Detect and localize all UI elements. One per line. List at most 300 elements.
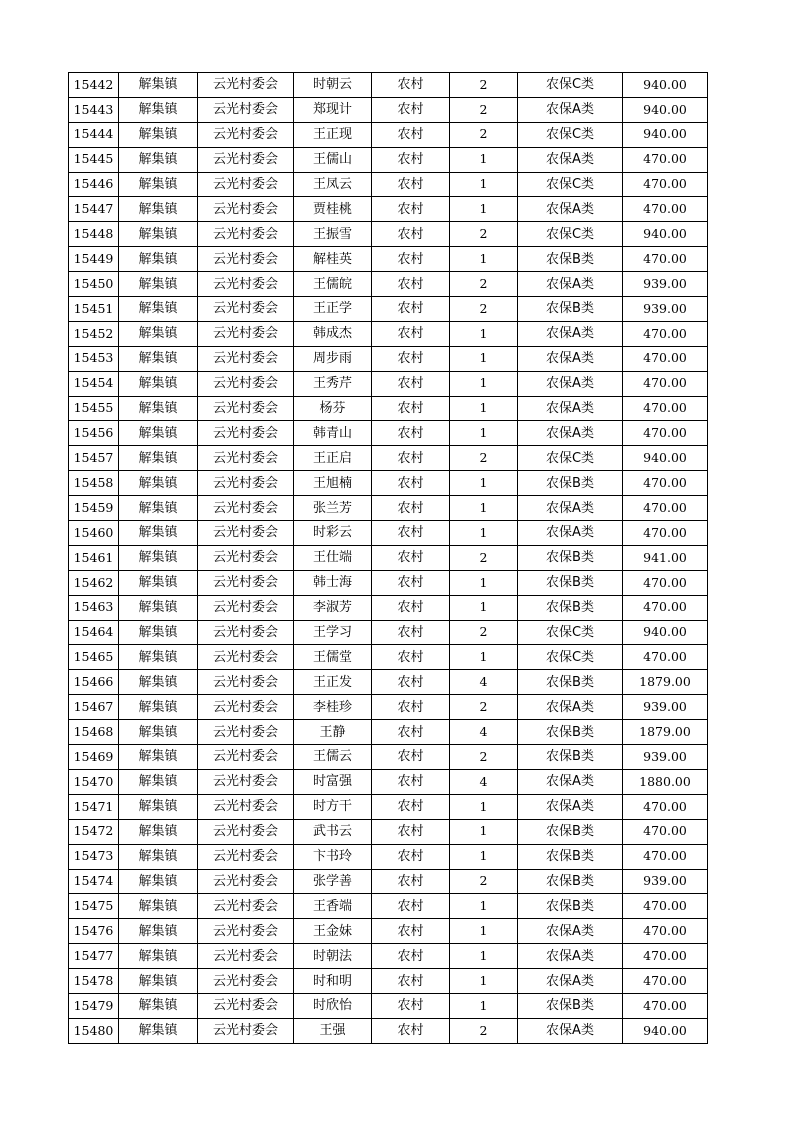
cell-town: 解集镇 bbox=[119, 869, 198, 894]
cell-town: 解集镇 bbox=[119, 471, 198, 496]
cell-village: 云光村委会 bbox=[198, 371, 294, 396]
cell-id: 15450 bbox=[69, 272, 119, 297]
cell-village: 云光村委会 bbox=[198, 496, 294, 521]
cell-id: 15445 bbox=[69, 147, 119, 172]
cell-count: 2 bbox=[450, 222, 518, 247]
cell-town: 解集镇 bbox=[119, 819, 198, 844]
cell-category: 农保A类 bbox=[518, 97, 623, 122]
cell-id: 15459 bbox=[69, 496, 119, 521]
cell-count: 2 bbox=[450, 545, 518, 570]
cell-type: 农村 bbox=[372, 545, 450, 570]
cell-type: 农村 bbox=[372, 645, 450, 670]
table-row bbox=[69, 720, 708, 745]
cell-category: 农保A类 bbox=[518, 695, 623, 720]
cell-id: 15444 bbox=[69, 122, 119, 147]
cell-type: 农村 bbox=[372, 321, 450, 346]
cell-id: 15472 bbox=[69, 819, 119, 844]
cell-town: 解集镇 bbox=[119, 919, 198, 944]
cell-village: 云光村委会 bbox=[198, 595, 294, 620]
cell-type: 农村 bbox=[372, 521, 450, 546]
cell-id: 15480 bbox=[69, 1018, 119, 1043]
cell-type: 农村 bbox=[372, 172, 450, 197]
cell-type: 农村 bbox=[372, 122, 450, 147]
cell-id: 15462 bbox=[69, 570, 119, 595]
cell-amount: 940.00 bbox=[623, 222, 708, 247]
cell-category: 农保A类 bbox=[518, 969, 623, 994]
cell-village: 云光村委会 bbox=[198, 272, 294, 297]
cell-id: 15468 bbox=[69, 720, 119, 745]
cell-town: 解集镇 bbox=[119, 720, 198, 745]
table-row bbox=[69, 321, 708, 346]
cell-amount: 939.00 bbox=[623, 297, 708, 322]
cell-count: 1 bbox=[450, 346, 518, 371]
cell-type: 农村 bbox=[372, 969, 450, 994]
cell-type: 农村 bbox=[372, 720, 450, 745]
table-row bbox=[69, 471, 708, 496]
table-row bbox=[69, 919, 708, 944]
cell-id: 15461 bbox=[69, 545, 119, 570]
cell-type: 农村 bbox=[372, 794, 450, 819]
table-row bbox=[69, 993, 708, 1018]
cell-name: 王儒山 bbox=[294, 147, 372, 172]
cell-amount: 470.00 bbox=[623, 321, 708, 346]
cell-type: 农村 bbox=[372, 471, 450, 496]
cell-category: 农保B类 bbox=[518, 595, 623, 620]
cell-category: 农保C类 bbox=[518, 222, 623, 247]
cell-town: 解集镇 bbox=[119, 446, 198, 471]
table-row bbox=[69, 222, 708, 247]
cell-category: 农保A类 bbox=[518, 346, 623, 371]
cell-category: 农保B类 bbox=[518, 471, 623, 496]
cell-town: 解集镇 bbox=[119, 944, 198, 969]
cell-type: 农村 bbox=[372, 446, 450, 471]
cell-village: 云光村委会 bbox=[198, 894, 294, 919]
cell-type: 农村 bbox=[372, 222, 450, 247]
table-row bbox=[69, 944, 708, 969]
cell-id: 15464 bbox=[69, 620, 119, 645]
cell-amount: 470.00 bbox=[623, 521, 708, 546]
cell-village: 云光村委会 bbox=[198, 471, 294, 496]
table-row bbox=[69, 346, 708, 371]
cell-id: 15478 bbox=[69, 969, 119, 994]
cell-type: 农村 bbox=[372, 97, 450, 122]
cell-amount: 470.00 bbox=[623, 570, 708, 595]
cell-count: 1 bbox=[450, 147, 518, 172]
table-row bbox=[69, 172, 708, 197]
cell-name: 时彩云 bbox=[294, 521, 372, 546]
cell-town: 解集镇 bbox=[119, 620, 198, 645]
cell-type: 农村 bbox=[372, 421, 450, 446]
table-row bbox=[69, 620, 708, 645]
cell-name: 李桂珍 bbox=[294, 695, 372, 720]
table-row bbox=[69, 371, 708, 396]
cell-type: 农村 bbox=[372, 197, 450, 222]
cell-village: 云光村委会 bbox=[198, 122, 294, 147]
cell-name: 王旭楠 bbox=[294, 471, 372, 496]
cell-village: 云光村委会 bbox=[198, 1018, 294, 1043]
cell-village: 云光村委会 bbox=[198, 346, 294, 371]
cell-count: 1 bbox=[450, 421, 518, 446]
cell-count: 1 bbox=[450, 197, 518, 222]
cell-id: 15454 bbox=[69, 371, 119, 396]
cell-category: 农保A类 bbox=[518, 1018, 623, 1043]
cell-amount: 940.00 bbox=[623, 1018, 708, 1043]
cell-id: 15474 bbox=[69, 869, 119, 894]
cell-count: 1 bbox=[450, 969, 518, 994]
cell-amount: 470.00 bbox=[623, 247, 708, 272]
cell-amount: 470.00 bbox=[623, 371, 708, 396]
cell-amount: 1879.00 bbox=[623, 670, 708, 695]
cell-town: 解集镇 bbox=[119, 993, 198, 1018]
cell-count: 2 bbox=[450, 97, 518, 122]
cell-type: 农村 bbox=[372, 745, 450, 770]
cell-amount: 470.00 bbox=[623, 844, 708, 869]
cell-count: 1 bbox=[450, 496, 518, 521]
cell-type: 农村 bbox=[372, 570, 450, 595]
cell-count: 1 bbox=[450, 944, 518, 969]
table-row bbox=[69, 122, 708, 147]
cell-village: 云光村委会 bbox=[198, 844, 294, 869]
cell-village: 云光村委会 bbox=[198, 720, 294, 745]
cell-id: 15471 bbox=[69, 794, 119, 819]
cell-type: 农村 bbox=[372, 769, 450, 794]
cell-town: 解集镇 bbox=[119, 969, 198, 994]
cell-town: 解集镇 bbox=[119, 769, 198, 794]
cell-name: 王儒云 bbox=[294, 745, 372, 770]
table-row bbox=[69, 894, 708, 919]
cell-amount: 470.00 bbox=[623, 819, 708, 844]
cell-village: 云光村委会 bbox=[198, 97, 294, 122]
cell-count: 2 bbox=[450, 73, 518, 98]
cell-type: 农村 bbox=[372, 695, 450, 720]
cell-town: 解集镇 bbox=[119, 222, 198, 247]
cell-type: 农村 bbox=[372, 670, 450, 695]
cell-type: 农村 bbox=[372, 1018, 450, 1043]
cell-category: 农保A类 bbox=[518, 272, 623, 297]
cell-category: 农保C类 bbox=[518, 122, 623, 147]
cell-count: 1 bbox=[450, 919, 518, 944]
cell-amount: 940.00 bbox=[623, 122, 708, 147]
cell-village: 云光村委会 bbox=[198, 247, 294, 272]
cell-count: 2 bbox=[450, 272, 518, 297]
cell-category: 农保A类 bbox=[518, 794, 623, 819]
cell-amount: 470.00 bbox=[623, 496, 708, 521]
cell-amount: 470.00 bbox=[623, 645, 708, 670]
cell-town: 解集镇 bbox=[119, 321, 198, 346]
cell-category: 农保A类 bbox=[518, 147, 623, 172]
cell-type: 农村 bbox=[372, 371, 450, 396]
cell-id: 15443 bbox=[69, 97, 119, 122]
table-row bbox=[69, 645, 708, 670]
table-row bbox=[69, 446, 708, 471]
cell-town: 解集镇 bbox=[119, 1018, 198, 1043]
cell-name: 张兰芳 bbox=[294, 496, 372, 521]
cell-category: 农保B类 bbox=[518, 247, 623, 272]
cell-category: 农保A类 bbox=[518, 769, 623, 794]
cell-village: 云光村委会 bbox=[198, 645, 294, 670]
cell-category: 农保A类 bbox=[518, 396, 623, 421]
cell-village: 云光村委会 bbox=[198, 521, 294, 546]
table-row bbox=[69, 869, 708, 894]
cell-category: 农保B类 bbox=[518, 720, 623, 745]
cell-name: 时方干 bbox=[294, 794, 372, 819]
cell-amount: 470.00 bbox=[623, 172, 708, 197]
cell-id: 15460 bbox=[69, 521, 119, 546]
cell-type: 农村 bbox=[372, 993, 450, 1018]
cell-id: 15469 bbox=[69, 745, 119, 770]
cell-amount: 939.00 bbox=[623, 695, 708, 720]
cell-amount: 941.00 bbox=[623, 545, 708, 570]
cell-village: 云光村委会 bbox=[198, 993, 294, 1018]
cell-count: 1 bbox=[450, 794, 518, 819]
cell-name: 周步雨 bbox=[294, 346, 372, 371]
cell-id: 15479 bbox=[69, 993, 119, 1018]
cell-category: 农保A类 bbox=[518, 496, 623, 521]
cell-name: 王静 bbox=[294, 720, 372, 745]
cell-name: 王正发 bbox=[294, 670, 372, 695]
cell-count: 1 bbox=[450, 247, 518, 272]
cell-village: 云光村委会 bbox=[198, 745, 294, 770]
cell-category: 农保C类 bbox=[518, 446, 623, 471]
cell-town: 解集镇 bbox=[119, 147, 198, 172]
cell-name: 时富强 bbox=[294, 769, 372, 794]
cell-id: 15463 bbox=[69, 595, 119, 620]
cell-name: 贾桂桃 bbox=[294, 197, 372, 222]
cell-type: 农村 bbox=[372, 147, 450, 172]
cell-category: 农保A类 bbox=[518, 944, 623, 969]
cell-amount: 470.00 bbox=[623, 197, 708, 222]
cell-id: 15465 bbox=[69, 645, 119, 670]
cell-town: 解集镇 bbox=[119, 122, 198, 147]
table-row bbox=[69, 421, 708, 446]
cell-category: 农保B类 bbox=[518, 297, 623, 322]
cell-town: 解集镇 bbox=[119, 396, 198, 421]
cell-town: 解集镇 bbox=[119, 570, 198, 595]
cell-count: 2 bbox=[450, 745, 518, 770]
cell-amount: 940.00 bbox=[623, 620, 708, 645]
cell-type: 农村 bbox=[372, 396, 450, 421]
cell-amount: 470.00 bbox=[623, 993, 708, 1018]
cell-type: 农村 bbox=[372, 247, 450, 272]
cell-village: 云光村委会 bbox=[198, 421, 294, 446]
cell-amount: 940.00 bbox=[623, 73, 708, 98]
cell-name: 王秀芹 bbox=[294, 371, 372, 396]
cell-amount: 940.00 bbox=[623, 446, 708, 471]
cell-name: 王正启 bbox=[294, 446, 372, 471]
cell-name: 李淑芳 bbox=[294, 595, 372, 620]
cell-town: 解集镇 bbox=[119, 695, 198, 720]
cell-type: 农村 bbox=[372, 595, 450, 620]
cell-name: 王强 bbox=[294, 1018, 372, 1043]
cell-count: 2 bbox=[450, 695, 518, 720]
cell-town: 解集镇 bbox=[119, 894, 198, 919]
cell-amount: 470.00 bbox=[623, 944, 708, 969]
cell-village: 云光村委会 bbox=[198, 172, 294, 197]
table-row bbox=[69, 73, 708, 98]
cell-id: 15456 bbox=[69, 421, 119, 446]
cell-village: 云光村委会 bbox=[198, 670, 294, 695]
cell-name: 韩士海 bbox=[294, 570, 372, 595]
cell-name: 时欣怡 bbox=[294, 993, 372, 1018]
cell-id: 15458 bbox=[69, 471, 119, 496]
cell-id: 15455 bbox=[69, 396, 119, 421]
cell-category: 农保A类 bbox=[518, 321, 623, 346]
cell-amount: 1880.00 bbox=[623, 769, 708, 794]
cell-village: 云光村委会 bbox=[198, 297, 294, 322]
cell-type: 农村 bbox=[372, 819, 450, 844]
cell-town: 解集镇 bbox=[119, 172, 198, 197]
cell-town: 解集镇 bbox=[119, 421, 198, 446]
cell-name: 王仕端 bbox=[294, 545, 372, 570]
cell-village: 云光村委会 bbox=[198, 73, 294, 98]
table-row bbox=[69, 570, 708, 595]
cell-village: 云光村委会 bbox=[198, 794, 294, 819]
table-row bbox=[69, 844, 708, 869]
cell-type: 农村 bbox=[372, 272, 450, 297]
cell-count: 1 bbox=[450, 844, 518, 869]
cell-town: 解集镇 bbox=[119, 745, 198, 770]
cell-id: 15457 bbox=[69, 446, 119, 471]
cell-id: 15466 bbox=[69, 670, 119, 695]
cell-count: 4 bbox=[450, 720, 518, 745]
cell-amount: 470.00 bbox=[623, 147, 708, 172]
cell-amount: 939.00 bbox=[623, 272, 708, 297]
cell-name: 郑现计 bbox=[294, 97, 372, 122]
cell-village: 云光村委会 bbox=[198, 197, 294, 222]
cell-name: 时朝云 bbox=[294, 73, 372, 98]
table-row bbox=[69, 396, 708, 421]
table-row bbox=[69, 496, 708, 521]
cell-type: 农村 bbox=[372, 844, 450, 869]
cell-category: 农保B类 bbox=[518, 844, 623, 869]
cell-type: 农村 bbox=[372, 869, 450, 894]
cell-village: 云光村委会 bbox=[198, 944, 294, 969]
table-row bbox=[69, 1018, 708, 1043]
cell-name: 王振雪 bbox=[294, 222, 372, 247]
cell-count: 2 bbox=[450, 620, 518, 645]
cell-name: 杨芬 bbox=[294, 396, 372, 421]
cell-village: 云光村委会 bbox=[198, 695, 294, 720]
cell-amount: 940.00 bbox=[623, 97, 708, 122]
cell-category: 农保A类 bbox=[518, 371, 623, 396]
cell-village: 云光村委会 bbox=[198, 769, 294, 794]
cell-count: 1 bbox=[450, 894, 518, 919]
cell-town: 解集镇 bbox=[119, 297, 198, 322]
cell-amount: 470.00 bbox=[623, 969, 708, 994]
cell-amount: 1879.00 bbox=[623, 720, 708, 745]
cell-count: 1 bbox=[450, 521, 518, 546]
cell-category: 农保B类 bbox=[518, 894, 623, 919]
cell-name: 王金妹 bbox=[294, 919, 372, 944]
cell-category: 农保A类 bbox=[518, 919, 623, 944]
cell-count: 2 bbox=[450, 122, 518, 147]
cell-count: 1 bbox=[450, 595, 518, 620]
cell-id: 15453 bbox=[69, 346, 119, 371]
cell-amount: 470.00 bbox=[623, 794, 708, 819]
cell-type: 农村 bbox=[372, 620, 450, 645]
cell-category: 农保A类 bbox=[518, 521, 623, 546]
cell-town: 解集镇 bbox=[119, 97, 198, 122]
cell-amount: 470.00 bbox=[623, 471, 708, 496]
cell-village: 云光村委会 bbox=[198, 869, 294, 894]
cell-id: 15475 bbox=[69, 894, 119, 919]
table-row bbox=[69, 247, 708, 272]
cell-town: 解集镇 bbox=[119, 247, 198, 272]
cell-amount: 470.00 bbox=[623, 396, 708, 421]
cell-category: 农保B类 bbox=[518, 745, 623, 770]
cell-town: 解集镇 bbox=[119, 371, 198, 396]
cell-id: 15452 bbox=[69, 321, 119, 346]
cell-town: 解集镇 bbox=[119, 521, 198, 546]
table-row bbox=[69, 97, 708, 122]
cell-name: 王正现 bbox=[294, 122, 372, 147]
table-row bbox=[69, 745, 708, 770]
cell-village: 云光村委会 bbox=[198, 819, 294, 844]
cell-id: 15448 bbox=[69, 222, 119, 247]
cell-id: 15442 bbox=[69, 73, 119, 98]
cell-name: 时和明 bbox=[294, 969, 372, 994]
cell-count: 4 bbox=[450, 769, 518, 794]
table-row bbox=[69, 545, 708, 570]
cell-category: 农保B类 bbox=[518, 869, 623, 894]
cell-amount: 470.00 bbox=[623, 894, 708, 919]
cell-name: 卞书玲 bbox=[294, 844, 372, 869]
cell-name: 王儒堂 bbox=[294, 645, 372, 670]
cell-amount: 939.00 bbox=[623, 745, 708, 770]
cell-category: 农保B类 bbox=[518, 670, 623, 695]
cell-village: 云光村委会 bbox=[198, 620, 294, 645]
cell-category: 农保B类 bbox=[518, 570, 623, 595]
table-body bbox=[69, 73, 708, 1044]
cell-category: 农保C类 bbox=[518, 73, 623, 98]
cell-type: 农村 bbox=[372, 73, 450, 98]
cell-village: 云光村委会 bbox=[198, 147, 294, 172]
cell-id: 15470 bbox=[69, 769, 119, 794]
cell-type: 农村 bbox=[372, 297, 450, 322]
table-row bbox=[69, 197, 708, 222]
cell-count: 1 bbox=[450, 645, 518, 670]
cell-name: 王香端 bbox=[294, 894, 372, 919]
cell-village: 云光村委会 bbox=[198, 222, 294, 247]
cell-village: 云光村委会 bbox=[198, 919, 294, 944]
table-row bbox=[69, 147, 708, 172]
cell-id: 15446 bbox=[69, 172, 119, 197]
cell-id: 15467 bbox=[69, 695, 119, 720]
cell-type: 农村 bbox=[372, 944, 450, 969]
cell-town: 解集镇 bbox=[119, 794, 198, 819]
table-row bbox=[69, 521, 708, 546]
cell-name: 韩成杰 bbox=[294, 321, 372, 346]
cell-village: 云光村委会 bbox=[198, 545, 294, 570]
cell-count: 1 bbox=[450, 819, 518, 844]
table-row bbox=[69, 769, 708, 794]
cell-town: 解集镇 bbox=[119, 272, 198, 297]
cell-name: 王凤云 bbox=[294, 172, 372, 197]
cell-name: 解桂英 bbox=[294, 247, 372, 272]
cell-type: 农村 bbox=[372, 346, 450, 371]
cell-name: 王儒皖 bbox=[294, 272, 372, 297]
cell-town: 解集镇 bbox=[119, 595, 198, 620]
cell-name: 时朝法 bbox=[294, 944, 372, 969]
cell-count: 1 bbox=[450, 570, 518, 595]
table-row bbox=[69, 695, 708, 720]
cell-id: 15476 bbox=[69, 919, 119, 944]
cell-category: 农保A类 bbox=[518, 421, 623, 446]
cell-id: 15473 bbox=[69, 844, 119, 869]
cell-type: 农村 bbox=[372, 919, 450, 944]
table-row bbox=[69, 819, 708, 844]
cell-type: 农村 bbox=[372, 894, 450, 919]
